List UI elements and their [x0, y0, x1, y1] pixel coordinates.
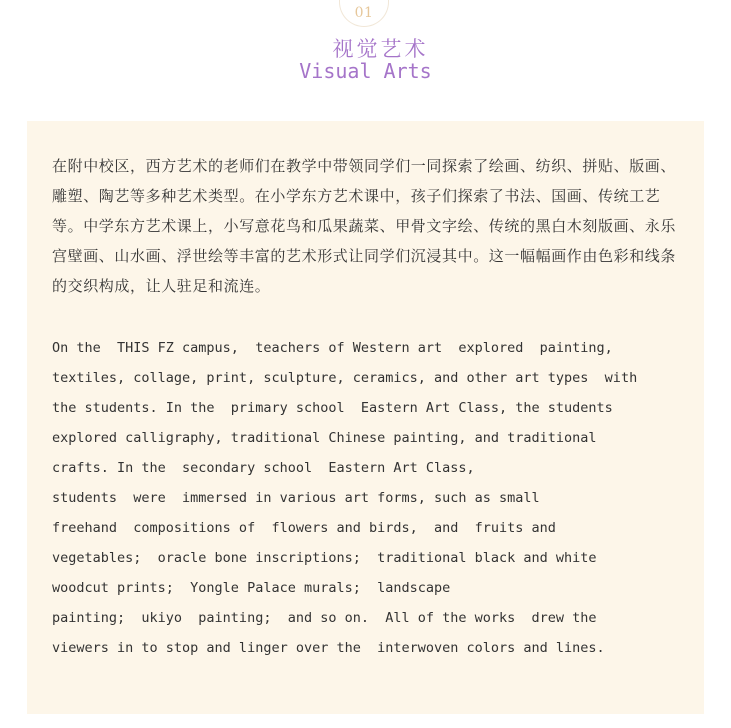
paragraph-en-line: freehand compositions of flowers and birds, and fruits and [52, 520, 556, 536]
paragraph-en [52, 333, 692, 663]
paragraph-en-line: crafts. In the secondary school Eastern Art Class, [52, 460, 475, 476]
section-number-badge [339, 0, 389, 27]
paragraph-en-line: woodcut prints; Yongle Palace murals; landscape [52, 580, 451, 596]
content-panel [27, 121, 704, 714]
paragraph-en-line: explored calligraphy, traditional Chinese painting, and traditional [52, 430, 597, 446]
section-title-en: Visual Arts [299, 59, 432, 83]
paragraph-en-line: painting; ukiyo painting; and so on. All of the works drew the [52, 610, 597, 626]
section-title-zh: 视觉艺术 [332, 37, 429, 61]
paragraph-en-line: On the THIS FZ campus, teachers of Western art explored painting, [52, 340, 613, 356]
paragraph-en-line: the students. In the primary school Eastern Art Class, the students [52, 400, 613, 416]
paragraph-en-line: textiles, collage, print, sculpture, ceramics, and other art types with [52, 370, 638, 386]
paragraph-en-line: viewers in to stop and linger over the interwoven colors and lines. [52, 640, 605, 656]
paragraph-zh: 在附中校区，西方艺术的老师们在教学中带领同学们一同探索了绘画、纺织、拼贴、版画、雕塑、陶艺等多种艺术类型。在小学东方艺术课中，孩子们探索了书法、国画、传统工艺等。中学东方艺术课上，小写意花鸟和瓜果蔬菜、甲骨文字绘、传统的黑白木刻版画、永乐宫壁画、山水画、浮世绘等丰富的艺术形式让同学们沉浸其中。这一幅幅画作由色彩和线条的交织构成，让人驻足和流连。 [52, 157, 677, 295]
paragraph-en-line: students were immersed in various art forms, such as small [52, 490, 540, 506]
paragraph-en-line: vegetables; oracle bone inscriptions; traditional black and white [52, 550, 597, 566]
section-number: 01 [354, 5, 374, 21]
